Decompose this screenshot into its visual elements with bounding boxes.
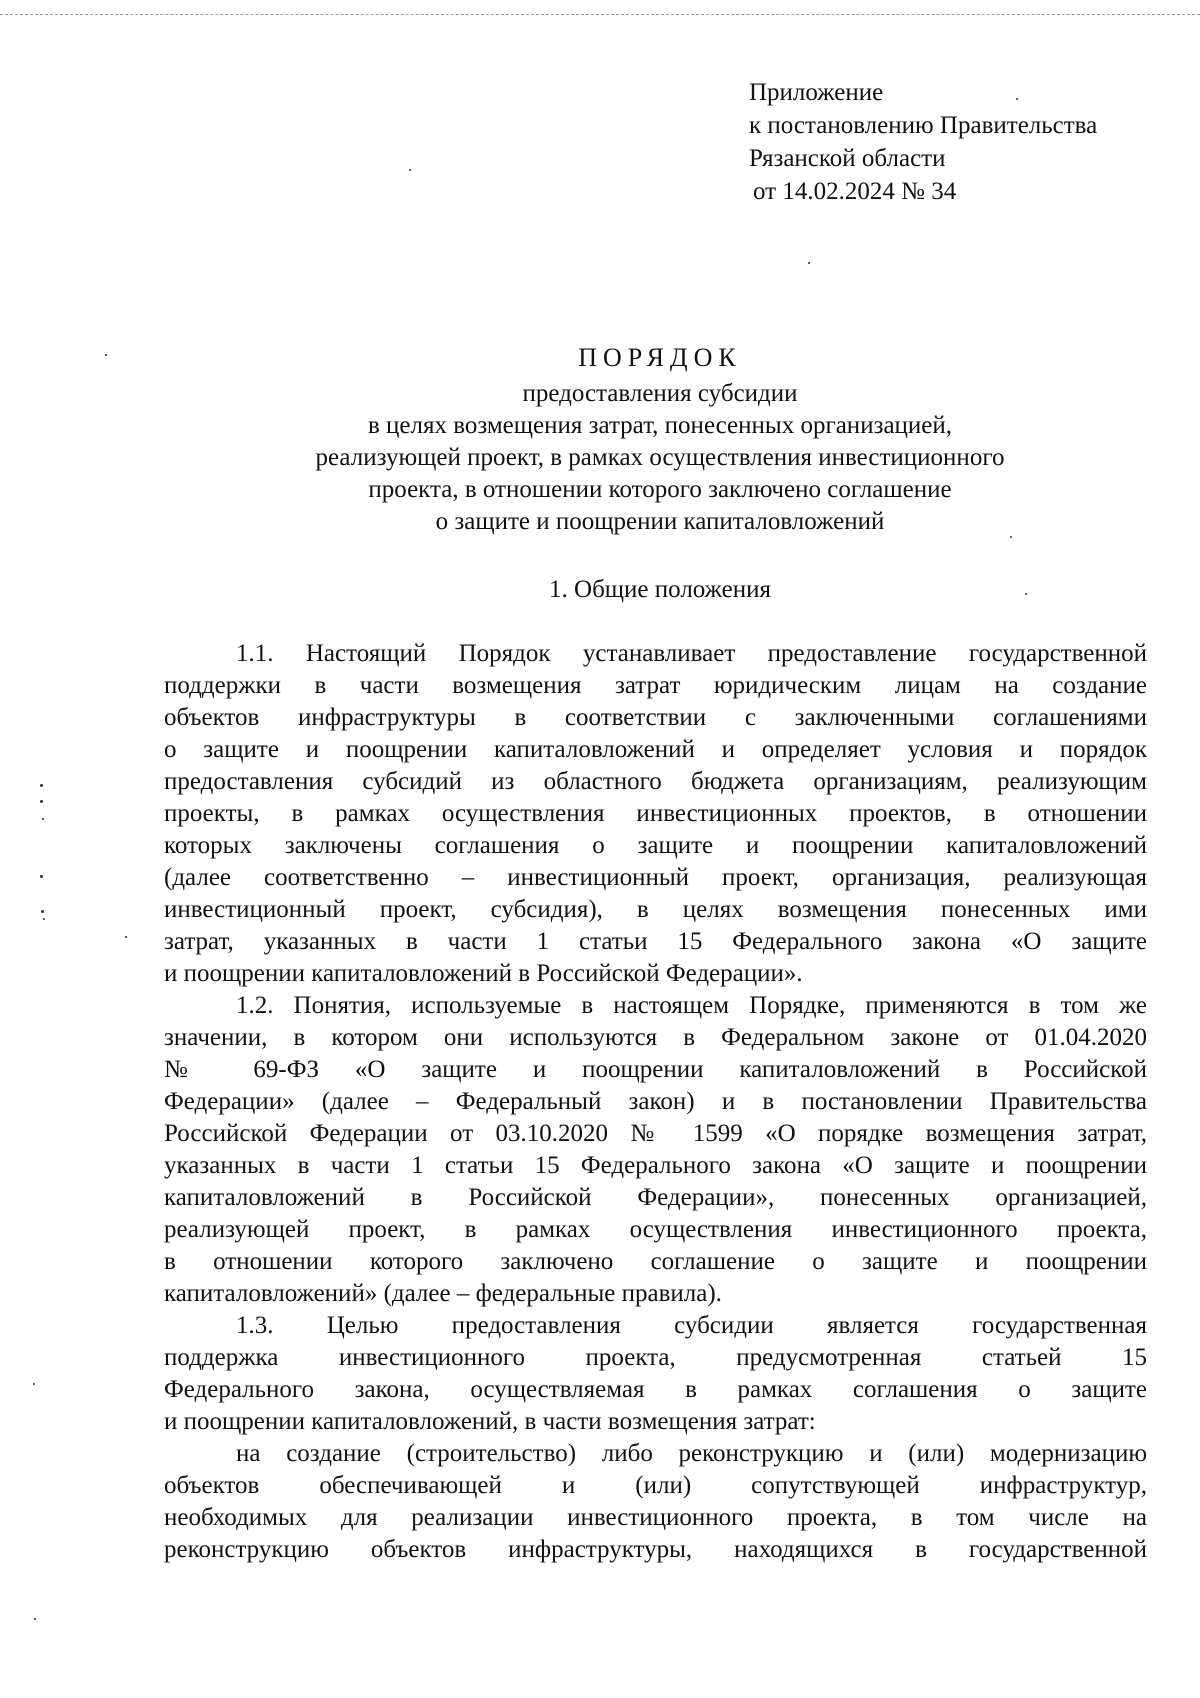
scan-speck — [40, 875, 43, 878]
scan-speck — [40, 784, 43, 787]
subtitle-line: о защите и поощрении капиталовложений — [435, 508, 885, 535]
paragraph-line: поддержка инвестиционного проекта, предусмотренная статьей 15 — [164, 1344, 1147, 1371]
paragraph-line: Российской Федерации от 03.10.2020 № 1599 «О порядке возмещения затрат, — [164, 1120, 1147, 1147]
paragraph-line: № 69-ФЗ «О защите и поощрении капиталовложений в Российской — [164, 1056, 1147, 1083]
paragraph-line: капиталовложений» (далее – федеральные правила). — [164, 1280, 722, 1307]
paragraph-line: Федерального закона, осуществляемая в рамках соглашения о защите — [164, 1376, 1147, 1403]
scan-speck — [105, 354, 107, 356]
paragraph-line: объектов инфраструктуры в соответствии с заключенными соглашениями — [164, 704, 1147, 731]
paragraph-line: 1.2. Понятия, используемые в настоящем Порядке, применяются в том же — [236, 992, 1147, 1019]
document-title: ПОРЯДОК — [578, 343, 742, 372]
document-body — [164, 638, 1147, 1566]
subtitle-line: проекта, в отношении которого заключено соглашение — [368, 476, 952, 503]
paragraph-line: затрат, указанных в части 1 статьи 15 Федерального закона «О защите — [164, 928, 1147, 955]
paragraph-line: необходимых для реализации инвестиционного проекта, в том числе на — [164, 1504, 1147, 1531]
paragraph-line: значении, в котором они используются в Федеральном законе от 01.04.2020 — [164, 1024, 1147, 1051]
paragraph-line: 1.3. Целью предоставления субсидии является государственная — [236, 1312, 1147, 1339]
scan-speck — [1025, 593, 1027, 595]
paragraph-line: объектов обеспечивающей и (или) сопутствующей инфраструктур, — [164, 1472, 1147, 1499]
scan-speck — [40, 800, 43, 803]
paragraph-line: капиталовложений в Российской Федерации», понесенных организацией, — [164, 1184, 1147, 1211]
scan-speck — [125, 936, 127, 938]
document-title-block — [160, 338, 1160, 538]
section-heading: 1. Общие положения — [549, 576, 771, 603]
paragraph-line: проекты, в рамках осуществления инвестиционных проектов, в отношении — [164, 800, 1147, 827]
scan-speck — [33, 1383, 35, 1385]
scan-speck — [34, 1618, 36, 1620]
scan-speck — [43, 918, 45, 920]
header-line-resolution: к постановлению Правительства — [749, 112, 1098, 139]
scan-speck — [1016, 98, 1018, 100]
paragraph-line: реализующей проект, в рамках осуществления инвестиционного проекта, — [164, 1216, 1147, 1243]
scan-speck — [41, 910, 44, 913]
paragraph-line: и поощрении капиталовложений в Российской Федерации». — [164, 960, 803, 987]
paragraph-line: указанных в части 1 статьи 15 Федерального закона «О защите и поощрении — [164, 1152, 1147, 1179]
paragraph-line: инвестиционный проект, субсидия), в целях возмещения понесенных ими — [164, 896, 1147, 923]
scan-speck — [808, 262, 810, 264]
paragraph-line: в отношении которого заключено соглашение о защите и поощрении — [164, 1248, 1147, 1275]
paragraph-line: на создание (строительство) либо реконструкцию и (или) модернизацию — [236, 1440, 1147, 1467]
subtitle-line: в целях возмещения затрат, понесенных организацией, — [367, 412, 953, 439]
subtitle-line: предоставления субсидии — [522, 380, 798, 407]
paragraph-line: предоставления субсидий из областного бюджета организациям, реализующим — [164, 768, 1147, 795]
paragraph-line: о защите и поощрении капиталовложений и определяет условия и порядок — [164, 736, 1147, 763]
paragraph-line: и поощрении капиталовложений, в части возмещения затрат: — [164, 1408, 816, 1435]
scan-speck — [409, 169, 411, 171]
header-line-region: Рязанской области — [749, 145, 946, 172]
paragraph-line: поддержки в части возмещения затрат юридическим лицам на создание — [164, 672, 1147, 699]
paragraph-line: 1.1. Настоящий Порядок устанавливает предоставление государственной — [236, 640, 1147, 667]
scan-edge-line — [0, 14, 1200, 15]
scan-speck — [42, 818, 44, 820]
header-line-date-number: от 14.02.2024 № 34 — [753, 178, 957, 205]
paragraph-line: реконструкцию объектов инфраструктуры, находящихся в государственной — [164, 1536, 1147, 1563]
header-line-appendix: Приложение — [749, 79, 884, 106]
document-header — [749, 76, 1169, 208]
paragraph-line: которых заключены соглашения о защите и поощрении капиталовложений — [164, 832, 1147, 859]
subtitle-line: реализующей проект, в рамках осуществления инвестиционного — [315, 444, 1005, 471]
paragraph-line: (далее соответственно – инвестиционный проект, организация, реализующая — [164, 864, 1147, 891]
scan-speck — [1010, 536, 1012, 538]
paragraph-line: Федерации» (далее – Федеральный закон) и в постановлении Правительства — [164, 1088, 1147, 1115]
